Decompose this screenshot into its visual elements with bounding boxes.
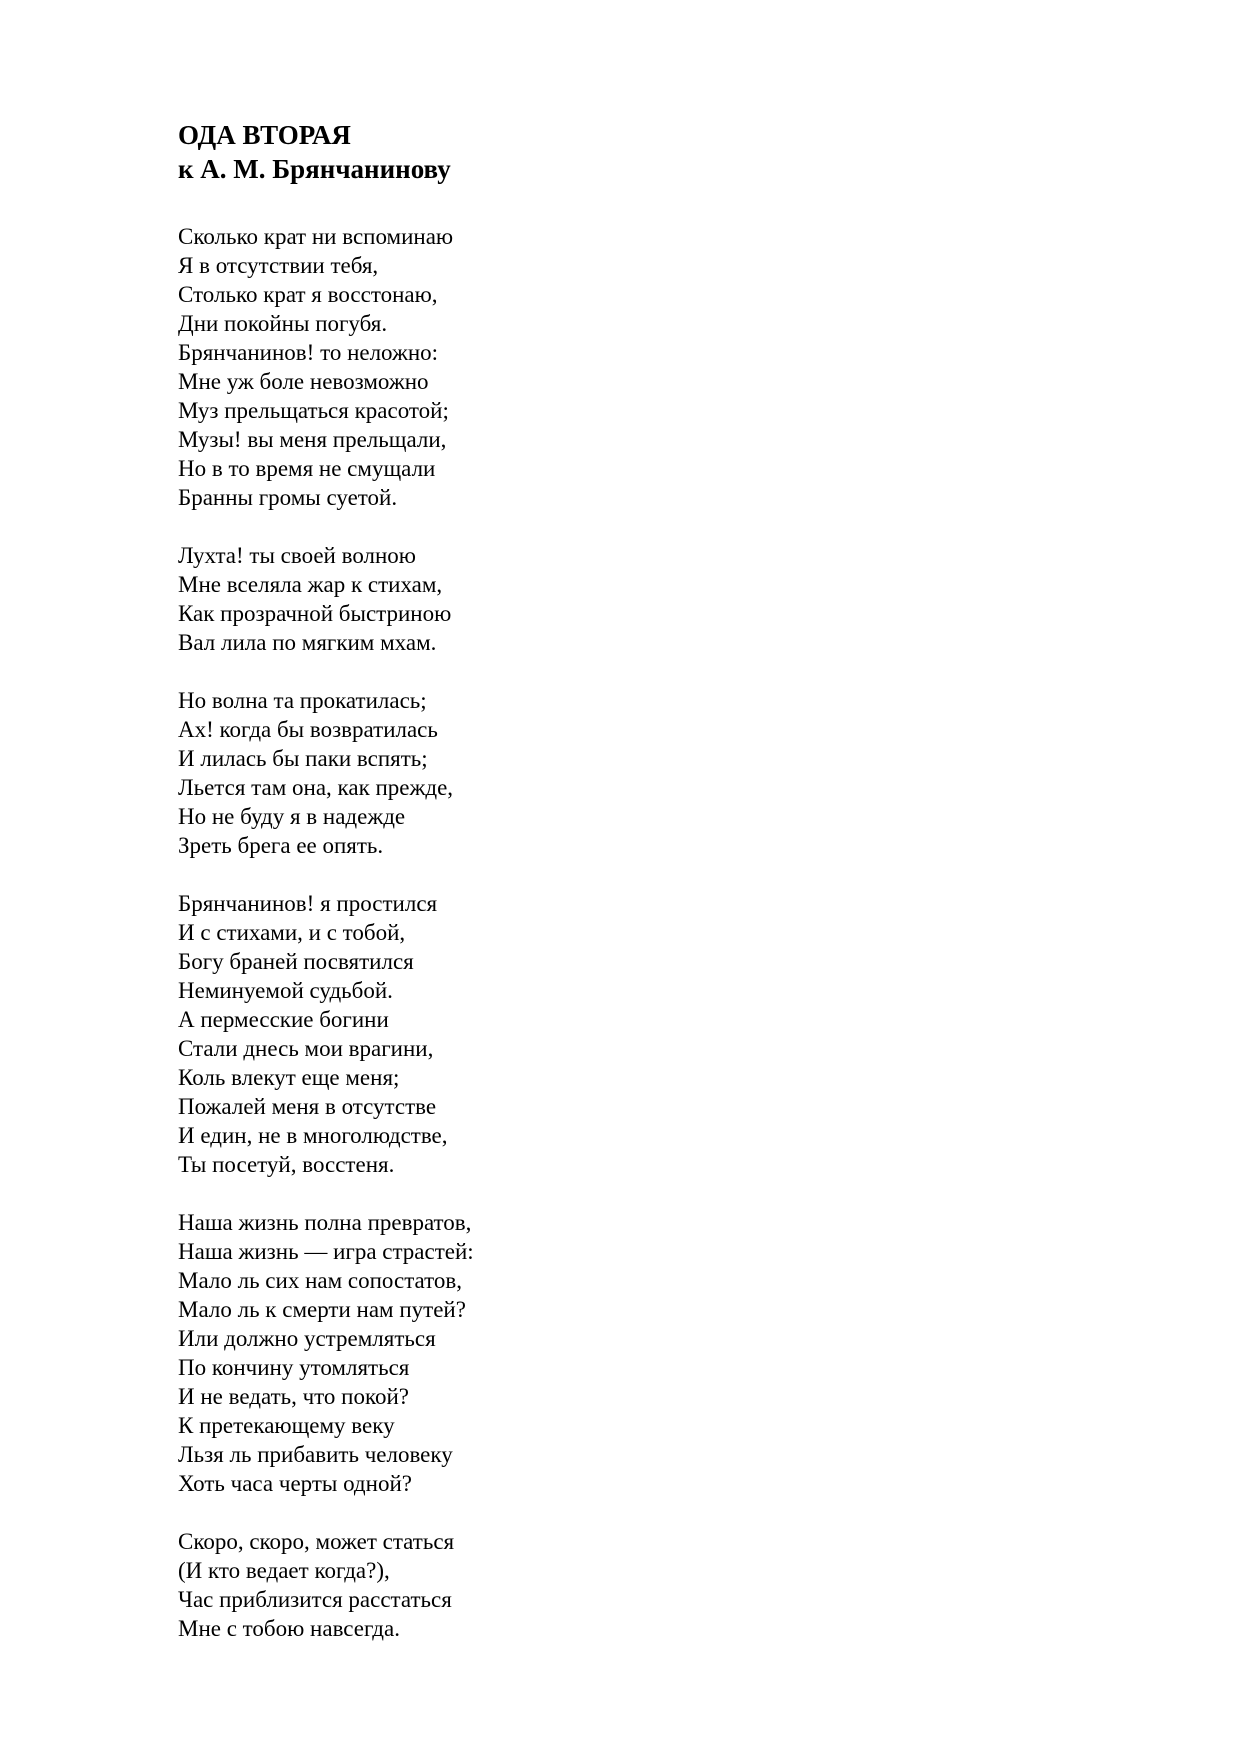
- verse-line: Коль влекут еще меня;: [178, 1065, 400, 1090]
- verse-line: Я в отсутствии тебя,: [178, 253, 379, 278]
- document-page: [178, 118, 1138, 1672]
- poem-title: ОДА ВТОРАЯ: [178, 120, 351, 150]
- stanza: [178, 222, 1138, 512]
- verse-line: Пожалей меня в отсутстве: [178, 1094, 437, 1119]
- verse-line: (И кто ведает когда?),: [178, 1558, 390, 1583]
- verse-line: Стали днесь мои врагини,: [178, 1036, 434, 1061]
- verse-line: Но волна та прокатилась;: [178, 688, 427, 713]
- stanza: [178, 541, 1138, 657]
- stanza: [178, 1208, 1138, 1498]
- verse-line: И един, не в многолюдстве,: [178, 1123, 448, 1148]
- poem-title-block: [178, 118, 1138, 186]
- verse-line: Сколько крат ни вспоминаю: [178, 224, 454, 249]
- verse-line: Или должно устремляться: [178, 1326, 436, 1351]
- stanza: [178, 889, 1138, 1179]
- verse-line: А пермесские богини: [178, 1007, 389, 1032]
- verse-line: Мало ль сих нам сопостатов,: [178, 1268, 462, 1293]
- verse-line: Как прозрачной быстриною: [178, 601, 452, 626]
- verse-line: Муз прельщаться красотой;: [178, 398, 449, 423]
- verse-line: Столько крат я восстонаю,: [178, 282, 438, 307]
- verse-line: Мне вселяла жар к стихам,: [178, 572, 443, 597]
- verse-line: Но в то время не смущали: [178, 456, 436, 481]
- verse-line: Наша жизнь полна превратов,: [178, 1210, 472, 1235]
- verse-line: Вал лила по мягким мхам.: [178, 630, 437, 655]
- verse-line: Ах! когда бы возвратилась: [178, 717, 438, 742]
- verse-line: Мне с тобою навсегда.: [178, 1616, 400, 1641]
- verse-line: Скоро, скоро, может статься: [178, 1529, 455, 1554]
- verse-line: Богу браней посвятился: [178, 949, 414, 974]
- verse-line: Зреть брега ее опять.: [178, 833, 384, 858]
- verse-line: Но не буду я в надежде: [178, 804, 406, 829]
- verse-line: Льзя ль прибавить человеку: [178, 1442, 453, 1467]
- stanza: [178, 1527, 1138, 1643]
- verse-line: К претекающему веку: [178, 1413, 395, 1438]
- verse-line: Час приблизится расстаться: [178, 1587, 452, 1612]
- verse-line: Музы! вы меня прельщали,: [178, 427, 447, 452]
- verse-line: Ты посетуй, восстеня.: [178, 1152, 395, 1177]
- poem-dedication: к А. М. Брянчанинову: [178, 154, 451, 184]
- verse-line: И лилась бы паки вспять;: [178, 746, 428, 771]
- verse-line: Дни покойны погубя.: [178, 311, 388, 336]
- verse-line: Мне уж боле невозможно: [178, 369, 429, 394]
- verse-line: Брянчанинов! я простился: [178, 891, 438, 916]
- verse-line: Мало ль к смерти нам путей?: [178, 1297, 466, 1322]
- verse-line: И с стихами, и с тобой,: [178, 920, 406, 945]
- verse-line: По кончину утомляться: [178, 1355, 410, 1380]
- verse-line: Лухта! ты своей волною: [178, 543, 416, 568]
- verse-line: Наша жизнь — игра страстей:: [178, 1239, 474, 1264]
- poem-body: [178, 222, 1138, 1643]
- verse-line: Бранны громы суетой.: [178, 485, 398, 510]
- verse-line: Хоть часа черты одной?: [178, 1471, 412, 1496]
- verse-line: Брянчанинов! то неложно:: [178, 340, 439, 365]
- verse-line: И не ведать, что покой?: [178, 1384, 410, 1409]
- verse-line: Неминуемой судьбой.: [178, 978, 393, 1003]
- verse-line: Льется там она, как прежде,: [178, 775, 454, 800]
- stanza: [178, 686, 1138, 860]
